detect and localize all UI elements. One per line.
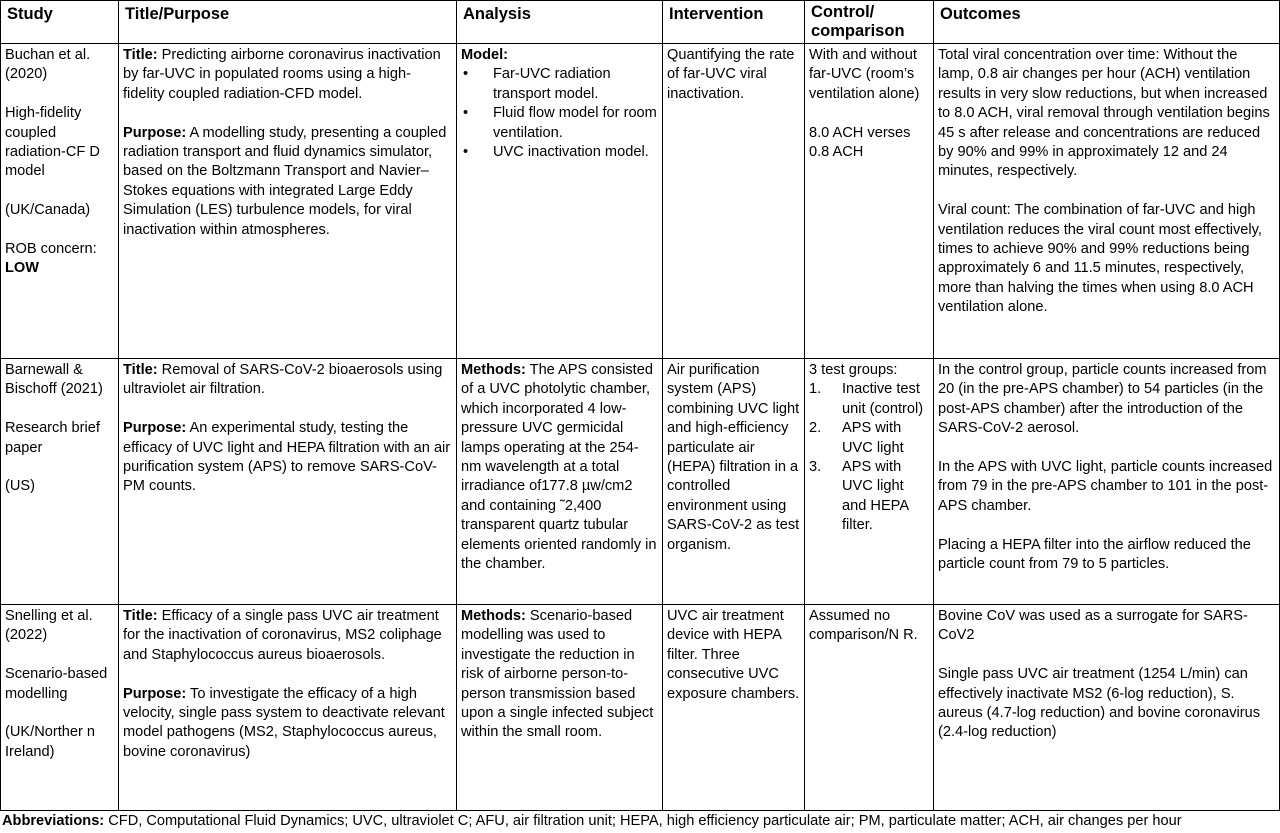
list-item: 1. Inactive test unit (control) [809, 381, 924, 417]
outcomes-cell [934, 605, 1280, 811]
outcome-text: Placing a HEPA filter into the airflow reduced the particle count from 79 to 5 particles. [938, 536, 1251, 573]
title-purpose-cell [119, 359, 457, 605]
analysis-cell [457, 605, 663, 811]
outcomes-cell [934, 359, 1280, 605]
analysis-label: Model: [461, 47, 509, 63]
abbreviations-footnote [0, 811, 1280, 831]
study-country: (US) [5, 478, 35, 495]
control-intro: 3 test groups: [809, 362, 898, 378]
intervention-cell: UVC air treatment device with HEPA filter. Three consecutive UVC exposure chambers. [663, 605, 805, 811]
header-analysis: Analysis [457, 1, 663, 44]
purpose-text: Purpose: An experimental study, testing the efficacy of UVC light and HEPA filtration with an air purification system (APS) to remove SARS-CoV-PM counts. [123, 420, 451, 495]
analysis-cell [457, 44, 663, 359]
study-type: Research brief paper [5, 420, 100, 456]
header-intervention: Intervention [663, 1, 805, 44]
list-item: • Far-UVC radiation transport model. [461, 65, 658, 104]
study-cell [1, 359, 119, 605]
table-row [1, 359, 1280, 605]
title-purpose-cell [119, 44, 457, 359]
outcome-text: In the control group, particle counts increased from 20 (in the pre-APS chamber) to 54 particles (in the post-APS chamber) after the introduction of the SARS-CoV-2 aerosol. [938, 362, 1267, 437]
title-text: Title: Predicting airborne coronavirus inactivation by far-UVC in populated rooms using a high-fidelity coupled radiation-CFD model. [123, 47, 441, 102]
title-purpose-cell [119, 605, 457, 811]
abbreviations-text: CFD, Computational Fluid Dynamics; UVC, ultraviolet C; AFU, air filtration unit; HEPA, high efficiency particulate air; PM, particulate matter; ACH, air changes per hour [108, 813, 1182, 829]
methods-text: Methods: The APS consisted of a UVC photolytic chamber, which incorporated 4 low-pressure UVC germicidal lamps operating at the 254-nm wavelength at a total irradiance of177.8 µw/cm2 and containing ˜2,400 transparent quartz tubular elements oriented randomly in the chamber. [461, 362, 657, 573]
title-text: Title: Removal of SARS-CoV-2 bioaerosols using ultraviolet air filtration. [123, 362, 443, 398]
list-item: 3. APS with UVC light and HEPA filter. [809, 459, 909, 534]
control-text: With and without far-UVC (room’s ventilation alone) [809, 47, 920, 102]
outcome-text: Single pass UVC air treatment (1254 L/min) can effectively inactivate MS2 (6-log reduction), S. aureus (4.7-log reduction) and bovine coronavirus (2.4-log reduction) [938, 666, 1261, 741]
rob-label: ROB concern: [5, 241, 97, 258]
list-item: • UVC inactivation model. [461, 143, 658, 162]
control-cell: Assumed no comparison/N R. [805, 605, 934, 811]
header-title-purpose: Title/Purpose [119, 1, 457, 44]
list-item: • Fluid flow model for room ventilation. [461, 104, 658, 143]
study-type: High-fidelity coupled radiation-CF D model [5, 105, 100, 180]
outcome-text: Total viral concentration over time: Without the lamp, 0.8 air changes per hour (ACH) ventilation results in very slow reductions, but when increased to 8.0 ACH, viral removal through ventilation begins 45 s after release and concentrations are reduced by 90% and 99% in approximately 12 and 24 minutes, respectively. [938, 47, 1270, 180]
study-type: Scenario-based modelling [5, 666, 108, 702]
outcomes-cell [934, 44, 1280, 359]
study-cell [1, 44, 119, 359]
analysis-list [461, 65, 658, 162]
analysis-cell [457, 359, 663, 605]
control-text: 8.0 ACH verses 0.8 ACH [809, 124, 911, 161]
methods-text: Methods: Scenario-based modelling was used to investigate the reduction in risk of airborne person-to-person transmission based upon a single infected subject within the small room. [461, 608, 654, 741]
outcome-text: Viral count: The combination of far-UVC and high ventilation reduces the viral count most effectively, times to achieve 90% and 99% reductions being approximately 6 and 11.5 minutes, respectively, more than halving the times when using 8.0 ACH ventilation alone. [938, 202, 1262, 316]
study-country: (UK/Canada) [5, 202, 91, 219]
title-text: Title: Efficacy of a single pass UVC air treatment for the inactivation of coronavirus, MS2 coliphage and Staphylococcus aureus bioaerosols. [123, 608, 442, 663]
list-item: 2. APS with UVC light [809, 420, 904, 456]
study-country: (UK/Norther n Ireland) [5, 724, 96, 760]
study-cell [1, 605, 119, 811]
rob-value: LOW [5, 260, 40, 277]
header-study: Study [1, 1, 119, 44]
purpose-text: Purpose: A modelling study, presenting a coupled radiation transport and fluid dynamics simulator, based on the Boltzmann Transport and Navier–Stokes equations with integrated Large Eddy Simulation (LES) turbulence models, for viral inactivation within atmospheres. [123, 124, 447, 238]
table-row [1, 44, 1280, 359]
purpose-text: Purpose: To investigate the efficacy of a high velocity, single pass system to deactivate relevant model pathogens (MS2, Staphylococcus aureus, bovine coronavirus) [123, 685, 445, 760]
table-row [1, 605, 1280, 811]
study-author: Buchan et al. (2020) [5, 47, 91, 83]
abbreviations-label: Abbreviations: [2, 813, 105, 829]
header-control-line1: Control/ [811, 3, 875, 21]
intervention-cell: Quantifying the rate of far-UVC viral inactivation. [663, 44, 805, 359]
study-author: Snelling et al. (2022) [5, 608, 93, 644]
control-list [809, 380, 929, 535]
control-cell [805, 359, 934, 605]
header-control-line2: comparison [811, 22, 905, 40]
header-control [805, 1, 934, 44]
header-outcomes: Outcomes [934, 1, 1280, 44]
control-cell [805, 44, 934, 359]
outcome-text: Bovine CoV was used as a surrogate for SARS-CoV2 [938, 608, 1248, 644]
header-row [1, 1, 1280, 44]
outcome-text: In the APS with UVC light, particle counts increased from 79 in the pre-APS chamber to 101 in the post-APS chamber. [938, 459, 1273, 514]
intervention-cell: Air purification system (APS) combining UVC light and high-efficiency particulate air (HEPA) filtration in a controlled environment using SARS-CoV-2 as test organism. [663, 359, 805, 605]
study-author: Barnewall & Bischoff (2021) [5, 362, 103, 398]
